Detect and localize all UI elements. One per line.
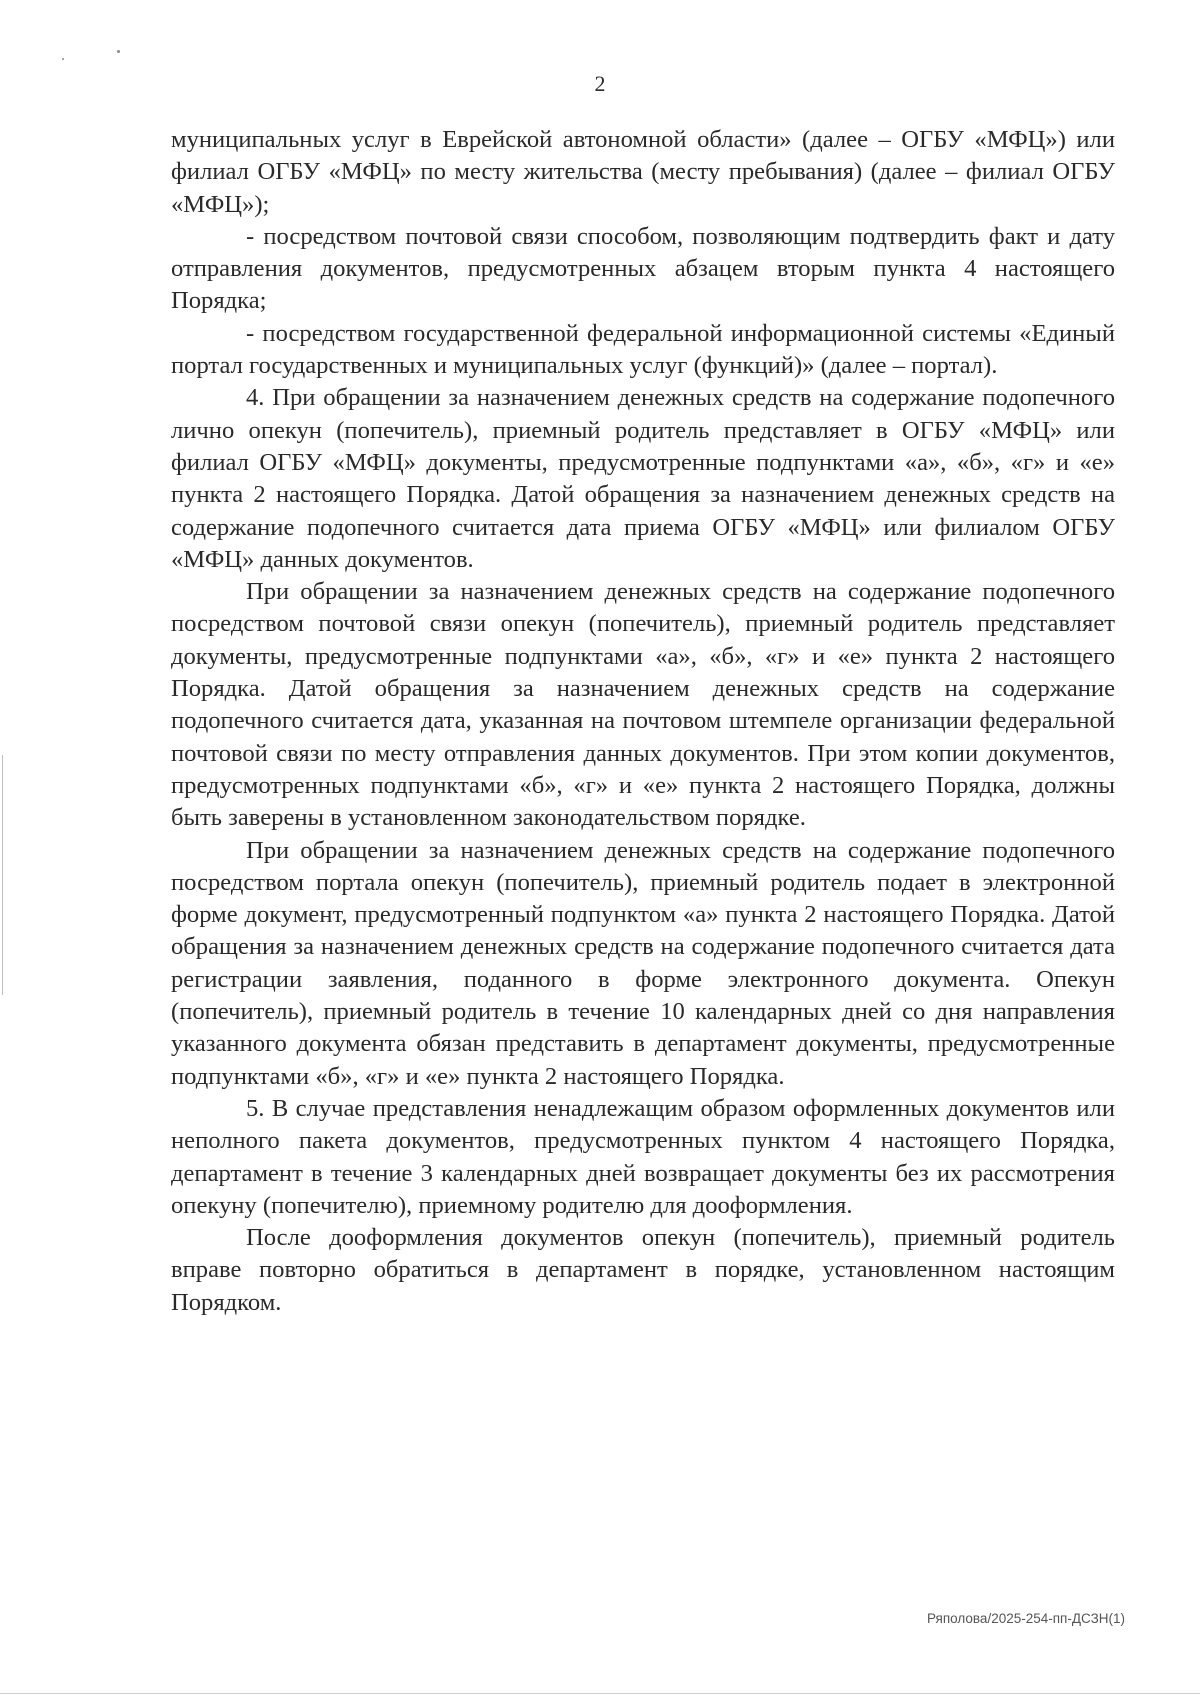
paragraph-item-5-return: 5. В случае представления ненадлежащим образом оформленных документов или неполного пакета документов, предусмотренных пунктом 4 настоящего Порядка, департамент в течение 3 календарных дней возвращает документы без их рассмотрения опекуну (попечителю), приемному родителю для дооформления. bbox=[171, 1094, 1115, 1219]
paragraph-postal-submission: - посредством почтовой связи способом, позволяющим подтвердить факт и дату отправления документов, предусмотренных абзацем вторым пункта 4 настоящего Порядка; bbox=[171, 222, 1115, 315]
paragraph-item-4-in-person: 4. При обращении за назначением денежных средств на содержание подопечного лично опекун (попечитель), приемный родитель представляет в ОГБУ «МФЦ» или филиал ОГБУ «МФЦ» документы, предусмотренные подпунктами «а», «б», «г» и «е» пункта 2 настоящего Порядка. Датой обращения за назначением денежных средств на содержание подопечного считается дата приема ОГБУ «МФЦ» или филиалом ОГБУ «МФЦ» данных документов. bbox=[171, 384, 1115, 573]
paragraph-item-4-portal: При обращении за назначением денежных средств на содержание подопечного посредством портала опекун (попечитель), приемный родитель подает в электронной форме документ, предусмотренный подпунктом «а» пункта 2 настоящего Порядка. Датой обращения за назначением денежных средств на содержание подопечного считается дата регистрации заявления, поданного в форме электронного документа. Опекун (попечитель), приемный родитель в течение 10 календарных дней со дня направления указанного документа обязан представить в департамент документы, предусмотренные подпунктами «б», «г» и «е» пункта 2 настоящего Порядка. bbox=[171, 836, 1115, 1090]
scan-speck bbox=[62, 58, 64, 60]
scan-speck bbox=[117, 50, 120, 53]
paragraph-portal-submission: - посредством государственной федеральной информационной системы «Единый портал государственных и муниципальных услуг (функций)» (далее – портал). bbox=[171, 319, 1115, 380]
scan-edge-line bbox=[0, 1693, 1200, 1694]
paragraph-item-4-postal: При обращении за назначением денежных средств на содержание подопечного посредством почтовой связи опекун (попечитель), приемный родитель представляет документы, предусмотренные подпунктами «а», «б», «г» и «е» пункта 2 настоящего Порядка. Датой обращения за назначением денежных средств на содержание подопечного считается дата, указанная на почтовом штемпеле организации федеральной почтовой связи по месту отправления данных документов. При этом копии документов, предусмотренных подпунктами «б», «г» и «е» пункта 2 настоящего Порядка, должны быть заверены в установленном законодательством порядке. bbox=[171, 578, 1115, 832]
document-body bbox=[171, 124, 1115, 1319]
page-number: 2 bbox=[594, 71, 606, 96]
document-reference-code: Ряполова/2025-254-пп-ДСЗН(1) bbox=[926, 1611, 1125, 1626]
scan-edge-line bbox=[2, 755, 3, 995]
paragraph-continuation: муниципальных услуг в Еврейской автономной области» (далее – ОГБУ «МФЦ») или филиал ОГБУ «МФЦ» по месту жительства (месту пребывания) (далее – филиал ОГБУ «МФЦ»); bbox=[171, 126, 1115, 218]
paragraph-item-5-reapply: После дооформления документов опекун (попечитель), приемный родитель вправе повторно обратиться в департамент в порядке, установленном настоящим Порядком. bbox=[171, 1224, 1115, 1316]
